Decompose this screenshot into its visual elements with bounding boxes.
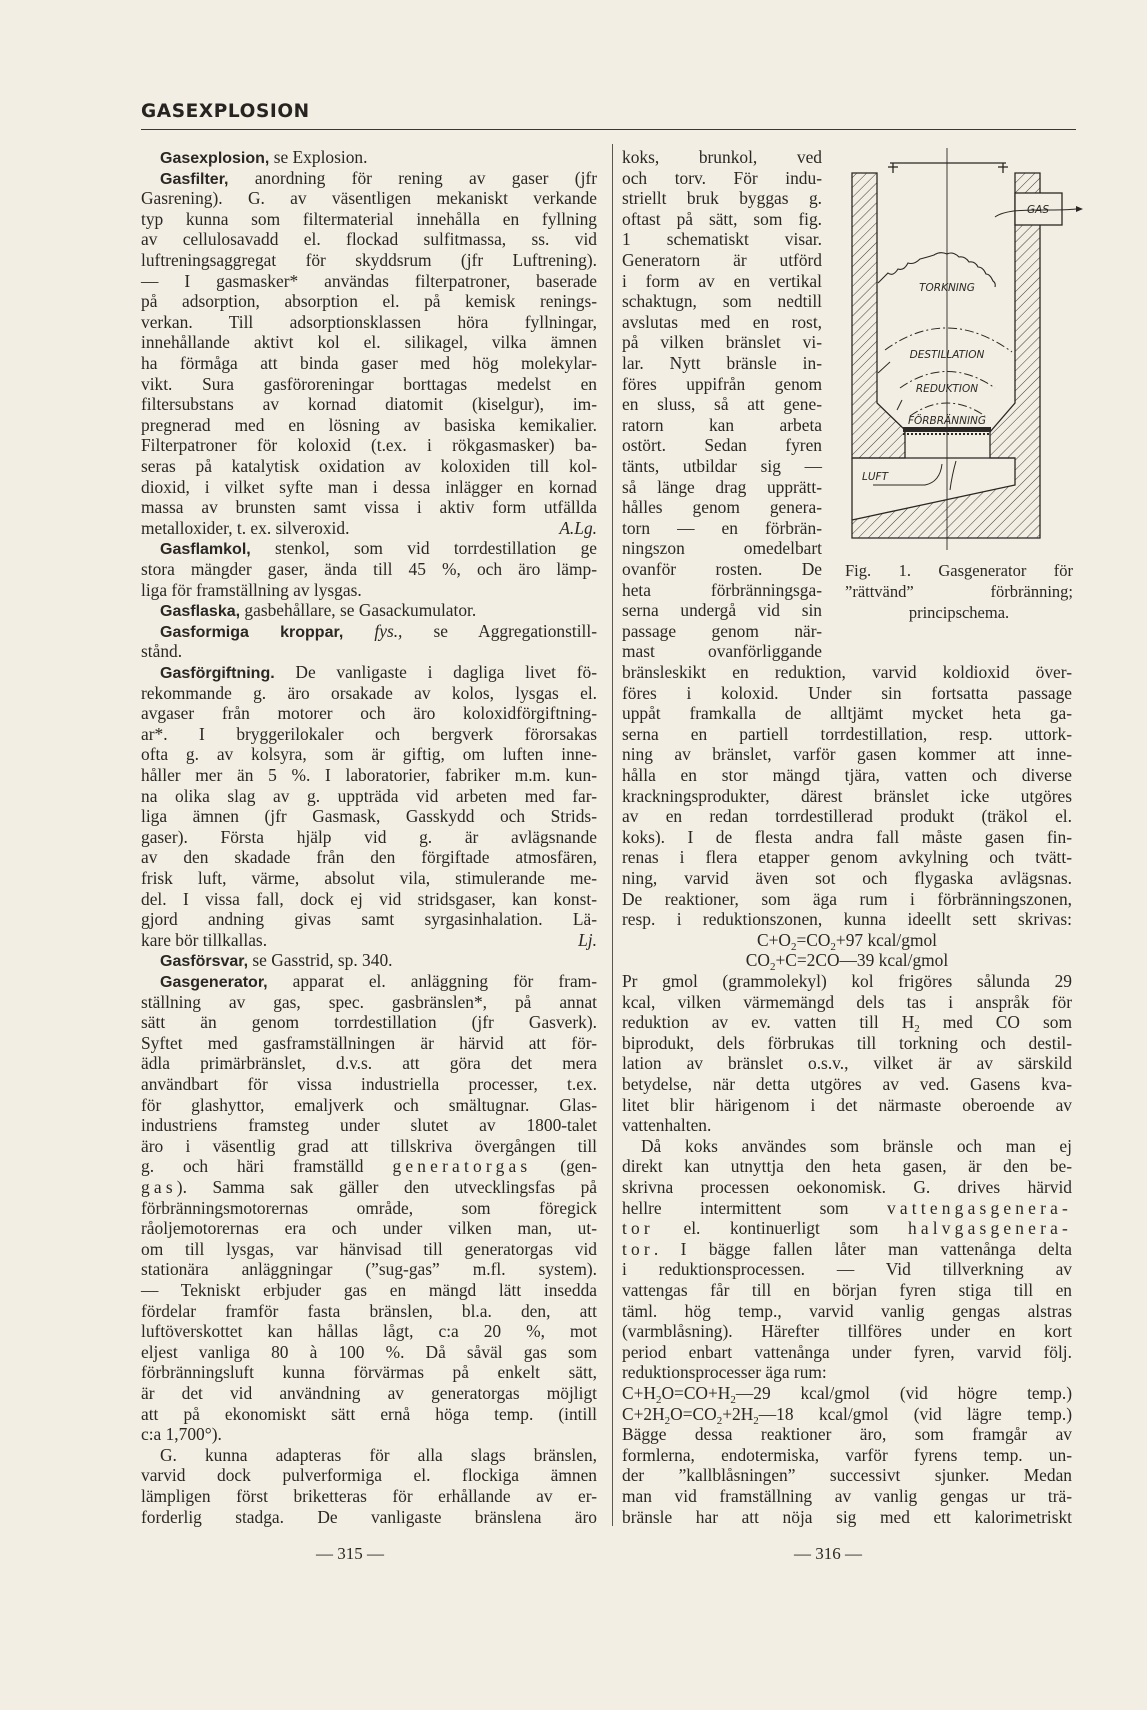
arrow-icon <box>1076 206 1083 212</box>
spaced-text: halvgasgenera- <box>907 1218 1072 1239</box>
spaced-text: generatorgas <box>392 1156 532 1177</box>
text-run: på vilken bränslet vi- <box>622 332 822 353</box>
text-line: serna en partiell torrdestillation, resp. uttork- <box>622 723 1072 744</box>
text-line: hålla en stor mängd tjära, vatten och diverse <box>622 765 1072 785</box>
text-run: med CO som <box>919 1012 1072 1033</box>
gas-generator-diagram <box>840 140 1090 560</box>
text-line: på adsorption, absorption el. på kemisk renings- <box>141 291 597 312</box>
text-line: der ”kallblåsningen” successivt sjunker. Medan <box>622 1465 1072 1486</box>
text-line <box>622 435 822 456</box>
text-run: 1 schematiskt visar. <box>622 229 822 250</box>
text-line: man vid framställning av vanlig gengas ur trä- <box>622 1486 1072 1506</box>
text-run: striellt bruk byggas g. <box>622 188 822 209</box>
text-run: CO <box>745 950 770 971</box>
text-run: stånd. <box>141 641 183 662</box>
text-line: är det vid användning av generatorgas möjligt <box>141 1383 597 1403</box>
text-line: eljest vanliga 80 à 100 %. Då såväl gas som <box>141 1341 597 1362</box>
spaced-text: gas <box>141 1177 177 1197</box>
text-line <box>622 600 822 621</box>
text-line: av en redan torrdestillerad produkt (träkol el. <box>622 806 1072 827</box>
text-line <box>622 332 822 353</box>
label-luft: LUFT <box>862 471 888 483</box>
subscript: 2 <box>716 1414 723 1427</box>
text-run: reduktionsprocesser äga rum: <box>622 1362 827 1383</box>
text-line <box>141 641 597 662</box>
text-line: om till lysgas, var hänvisad till generatorgas vid <box>141 1238 597 1259</box>
caption-line: Fig. 1. Gasgenerator för <box>845 561 1073 580</box>
label-forbranning: FÖRBRÄNNING <box>907 415 987 427</box>
text-line: förbränningsmotorernas område, som föregick <box>141 1197 597 1218</box>
text-line: ställning av gas, spec. gasbränslen*, på annat <box>141 991 597 1012</box>
text-run: ). Samma sak gäller den utvecklingsfas på <box>176 1177 597 1197</box>
text-line: resp. i reduktionszonen, kunna ideellt sett skrivas: <box>622 909 1072 930</box>
author-signature: Lj. <box>578 929 597 950</box>
text-run: stenkol, som vid torrdestillation ge <box>250 538 597 559</box>
text-line: ha förmåga att binda gaser med hög molekylar- <box>141 353 597 373</box>
text-line <box>141 600 597 621</box>
text-line <box>622 188 822 209</box>
text-line <box>141 518 597 539</box>
text-run: gasbehållare, se Gasackumulator. <box>240 600 477 621</box>
subscript: 2 <box>914 1023 920 1036</box>
text-line: håller mer än 5 %. I laboratorier, fabriker m.m. kun- <box>141 765 597 785</box>
text-run: se Aggregationstill- <box>402 620 597 641</box>
text-line: typ kunna som filtermaterial innehålla en fyllning <box>141 208 597 229</box>
text-line <box>622 168 822 189</box>
text-line <box>622 353 822 374</box>
text-line <box>141 580 597 601</box>
text-line <box>622 950 1072 974</box>
text-run: hellre intermittent som <box>622 1197 887 1218</box>
text-run: reduktion av ev. vatten till H <box>622 1012 915 1033</box>
text-line <box>622 1198 1072 1219</box>
text-line: lation av bränslet o.s.v., vilket är av särskild <box>622 1053 1072 1074</box>
text-run: . I bägge fallen låter man vattenånga delta <box>653 1238 1072 1259</box>
text-run: G. kunna adapteras för alla slags bränslen, <box>160 1444 597 1465</box>
text-line <box>622 1136 1072 1157</box>
text-run: C+H <box>622 1383 656 1403</box>
text-line: föres i koloxid. Under sin fortsatta passage <box>622 682 1072 703</box>
text-line: liga ämnen (jfr Gasmask, Gasskydd och Strids- <box>141 806 597 827</box>
text-run: g. och häri framställd <box>141 1156 393 1177</box>
entry-headword: Gasflamkol, <box>160 541 251 559</box>
text-line <box>141 950 597 971</box>
text-run: Då koks användes som bränsle och man ej <box>641 1135 1072 1156</box>
text-line <box>622 312 822 333</box>
text-run: koks, brunkol, ved <box>622 147 822 167</box>
text-line: period enbart vattenånga under fyren, varvid följ. <box>622 1341 1072 1362</box>
text-line: litet blir härigenom i det närmaste oberoende av <box>622 1094 1072 1115</box>
text-line <box>622 394 822 415</box>
text-line: luftreningsaggregat för skyddsrum (jfr Luftrening). <box>141 250 597 270</box>
text-run: De vanligaste i dagliga livet fö- <box>274 662 597 682</box>
text-run: O=CO <box>670 1403 717 1424</box>
text-line: fördelar framför fasta bränslen, bl.a. den, att <box>141 1300 597 1321</box>
text-line <box>141 930 597 951</box>
text-run: i form av en vertikal <box>622 270 822 291</box>
entry-headword: Gasförsvar, <box>160 953 249 971</box>
text-line: skrivna processen oekonomisk. G. drives härvid <box>622 1177 1072 1197</box>
text-line <box>622 930 1072 951</box>
text-line: seras på katalytisk oxidation av koloxiden till kol- <box>141 456 597 476</box>
italic-text: fys., <box>374 620 403 641</box>
text-line <box>622 580 822 601</box>
text-line: renas i flera etapper genom avkylning och tvätt- <box>622 847 1072 868</box>
text-line <box>622 621 822 642</box>
text-line: pregnerad med en lösning av basiska kemikalier. <box>141 414 597 435</box>
text-run: tänts, utbildar sig — <box>622 456 822 476</box>
subscript: 2 <box>830 940 836 953</box>
text-line: — I gasmasker* användas filterpatroner, baserade <box>141 270 597 291</box>
text-line <box>622 271 822 292</box>
text-run: hålles genom genera- <box>622 497 822 518</box>
text-line <box>622 1404 1072 1425</box>
spaced-text: vattengasgenera- <box>886 1197 1072 1218</box>
text-line <box>622 497 822 518</box>
subscript: 2 <box>664 1414 671 1427</box>
text-run: —29 kcal/gmol (vid högre temp.) <box>735 1383 1072 1403</box>
text-line: uppåt framkalla de alltjämt mycket heta ga- <box>622 703 1072 724</box>
text-line: biprodukt, dels förbrukas till torkning och destil- <box>622 1032 1072 1053</box>
text-line <box>622 147 822 168</box>
entry-headword: Gasgenerator, <box>160 974 268 991</box>
text-line: gaser). Första hjälp vid g. är avlägsnande <box>141 826 597 847</box>
text-run: +C=2CO—39 kcal/gmol <box>775 950 949 971</box>
text-line <box>141 1445 597 1466</box>
text-line: dioxid, i vilket syfte man i dessa inlägger en kornad <box>141 476 597 497</box>
text-line: massa av brunsten samt vissa i aktiv form utfällda <box>141 497 597 518</box>
entry-headword: Gasflaska, <box>160 603 241 621</box>
text-run: (gen- <box>531 1156 597 1177</box>
text-run: oftast på sätt, som fig. <box>622 208 822 229</box>
text-line: kcal, vilken värmemängd dels tas i anspråk för <box>622 991 1072 1012</box>
running-head: GASEXPLOSION <box>141 101 310 122</box>
entry-headword: Gasförgiftning. <box>160 665 275 682</box>
text-line: förbränningsluft kunna förvärmas på enkelt sätt, <box>141 1362 597 1383</box>
text-line: (varmblåsning). Härefter tillföres under en kort <box>622 1321 1072 1342</box>
text-run: se Explosion. <box>269 147 368 167</box>
text-line: ning av bränslet, varför gasen kommer att inne- <box>622 744 1072 765</box>
entry-headword: Gasformiga kroppar, <box>160 623 344 641</box>
text-line: stationära anläggningar (”sug-gas” m.fl. system). <box>141 1259 597 1280</box>
text-line: av cellulosavadd el. flockad sulfitmassa, ss. vid <box>141 229 597 250</box>
text-run: ningszon omedelbart <box>622 538 822 559</box>
text-line: na olika slag av g. uppträda vid arbeten med far- <box>141 785 597 806</box>
text-line: av den skadade från den förgiftade atmosfären, <box>141 847 597 868</box>
text-run: el. kontinuerligt som <box>653 1218 908 1239</box>
text-line: stora mängder gaser, ända till 45 %, och äro lämp- <box>141 559 597 579</box>
text-line <box>622 291 822 312</box>
text-line: — Tekniskt erbjuder gas en mängd lätt insedda <box>141 1280 597 1300</box>
text-line: varvid dock pulverformiga el. flockiga ämnen <box>141 1465 597 1486</box>
text-run: anordning för rening av gaser (jfr <box>228 167 597 188</box>
text-line <box>622 1012 1072 1036</box>
text-line: frisk luft, värme, absolut vila, stimulerande me- <box>141 868 597 888</box>
text-line: ar*. I bryggerilokaler och bergverk förorsakas <box>141 723 597 744</box>
text-line <box>622 374 822 395</box>
caption-line: ”rättvänd” förbränning; <box>845 582 1073 601</box>
subscript: 2 <box>730 1394 736 1406</box>
text-line: Bägge dessa reaktioner äro, som framgår av <box>622 1424 1072 1445</box>
text-run: C+2H <box>622 1403 665 1424</box>
subscript: 2 <box>769 961 776 974</box>
text-run: avslutas med en rost, <box>622 311 822 332</box>
text-run: c:a 1,700°). <box>141 1424 222 1445</box>
text-run: serna undergå vid sin <box>622 600 822 621</box>
text-run: +97 kcal/gmol <box>835 929 938 950</box>
text-run: lar. Nytt bränsle in- <box>622 353 822 373</box>
text-line: luftöverskottet kan hållas lågt, c:a 20 %, mot <box>141 1321 597 1342</box>
text-line: ofta g. av kolsyra, som är giftig, om luften inne- <box>141 744 597 765</box>
text-line <box>141 1177 597 1198</box>
text-line <box>622 229 822 250</box>
text-line: filtersubstans av kornad diatomit (kiselgur), im- <box>141 394 597 415</box>
text-run: kare bör tillkallas. <box>141 929 268 950</box>
text-run: liga för framställning av lysgas. <box>141 579 362 600</box>
text-run: +2H <box>722 1403 754 1424</box>
text-run: vattenhalten. <box>622 1115 712 1136</box>
text-line <box>141 147 597 168</box>
text-line <box>622 1383 1072 1404</box>
text-line: vattengas får till en början fyren stiga till en <box>622 1280 1072 1300</box>
text-line: ning, varvid även sot och flygaska avlägsnas. <box>622 868 1072 888</box>
text-line: för glashyttor, emaljverk och smältugnar. Glas- <box>141 1094 597 1115</box>
text-run: en sluss, så att gene- <box>622 394 822 415</box>
text-line <box>141 1156 597 1177</box>
spaced-text: tor <box>622 1238 654 1259</box>
text-line: Filterpatroner för koloxid (t.ex. i rökgasmasker) ba- <box>141 435 597 456</box>
text-line <box>622 1115 1072 1136</box>
text-line: avgaser från motorer och äro koloxidförgiftning- <box>141 703 597 724</box>
subscript: 2 <box>753 1414 759 1427</box>
text-run: ratorn kan arbeta <box>622 414 822 435</box>
text-line: äro i väsentlig grad att tillskriva övergången till <box>141 1135 597 1156</box>
text-line <box>622 456 822 477</box>
text-line <box>141 662 597 683</box>
text-run: schaktugn, som nedtill <box>622 291 822 312</box>
label-destillation: DESTILLATION <box>909 349 985 361</box>
label-torkning: TORKNING <box>919 282 975 294</box>
entry-headword: Gasexplosion, <box>160 150 270 167</box>
page-number-right: — 316 — <box>794 1544 862 1563</box>
text-line <box>622 1362 1072 1383</box>
text-line <box>141 538 597 559</box>
text-run: apparat el. anläggning för fram- <box>267 971 597 991</box>
spaced-text: tor <box>622 1218 654 1239</box>
text-line: sätt än genom torrdestillation (jfr Gasverk). <box>141 1012 597 1033</box>
text-line: forderlig stadga. De vanligaste bränslena äro <box>141 1506 597 1527</box>
author-signature: A.Lg. <box>559 517 597 538</box>
text-run: metalloxider, t. ex. silveroxid. <box>141 517 350 538</box>
text-run: heta förbränningsga- <box>622 579 822 600</box>
text-line: krackningsprodukter, därest bränslet icke utgöres <box>622 785 1072 806</box>
text-line: Gasrening). G. av väsentligen mekaniskt verkande <box>141 188 597 209</box>
text-run: så länge drag upprätt- <box>622 476 822 497</box>
text-line <box>622 538 822 559</box>
text-line: koks). I de flesta andra fall måste gasen fin- <box>622 826 1072 847</box>
subscript: 2 <box>655 1394 662 1406</box>
text-line: Pr gmol (grammolekyl) kol frigöres sålunda 29 <box>622 971 1072 991</box>
text-line: täml. hög temp., varvid vanlig gengas alstras <box>622 1300 1072 1321</box>
text-run: —18 kcal/gmol (vid lägre temp.) <box>758 1403 1072 1424</box>
text-line: innehållande aktivt kol el. silikagel, vilka ämnen <box>141 332 597 353</box>
text-line: lämpligen först briketteras för erhållande av er- <box>141 1486 597 1506</box>
text-line <box>622 641 822 662</box>
text-line: i reduktionsprocessen. — Vid tillverkning av <box>622 1259 1072 1280</box>
caption-line: principschema. <box>908 603 1010 622</box>
text-line <box>141 971 597 992</box>
text-line: formlerna, endotermiska, varför fyrens temp. un- <box>622 1444 1072 1465</box>
text-run: ostört. Sedan fyren <box>622 435 822 456</box>
label-gas: GAS <box>1027 204 1049 216</box>
left-wall <box>852 173 905 458</box>
text-line: rekommande g. äro orsakade av kolos, lysgas el. <box>141 682 597 703</box>
text-line <box>622 415 822 436</box>
text-line <box>141 1424 597 1445</box>
text-run: O=CO+H <box>661 1383 731 1403</box>
text-line: verkan. Till adsorptionsklassen höra fyllningar, <box>141 311 597 332</box>
page-number-left: — 315 — <box>316 1544 384 1563</box>
label-reduktion: REDUKTION <box>915 383 979 395</box>
text-line: att på ekonomiskt sätt ernå höga temp. (intill <box>141 1403 597 1424</box>
text-run: mast ovanförliggande <box>622 641 822 662</box>
text-line: Syftet med gasframställningen är härvid att för- <box>141 1032 597 1053</box>
entry-headword: Gasfilter, <box>160 170 229 188</box>
text-line: De reaktioner, som äga rum i förbränningszonen, <box>622 888 1072 909</box>
text-run: =CO <box>796 929 831 950</box>
text-line: del. I vissa fall, dock ej vid stridsgaser, kan konst- <box>141 888 597 909</box>
text-line <box>622 250 822 271</box>
text-line: vikt. Sura gasföroreningar borttagas medelst en <box>141 373 597 394</box>
text-run: C+O <box>756 929 791 950</box>
text-run: torn — en förbrän- <box>622 517 822 538</box>
text-line <box>622 559 822 580</box>
text-line: direkt kan utnyttja den heta gasen, är den be- <box>622 1156 1072 1177</box>
text-run: föres uppifrån genom <box>622 373 822 394</box>
gas-outlet-pipe <box>995 193 1083 225</box>
text-line: gjord andning givas samt syrgasinhalation. Lä- <box>141 909 597 930</box>
text-line: ädla primärbränslet, d.v.s. att göra det mera <box>141 1053 597 1074</box>
text-line: råoljemotorernas era och under vilken man, ut- <box>141 1218 597 1239</box>
figure-caption <box>845 560 1073 623</box>
text-line <box>622 518 822 539</box>
text-line <box>622 477 822 498</box>
subscript: 2 <box>790 940 797 953</box>
text-run <box>343 621 374 641</box>
text-line: användbart för vissa industriella processer, t.ex. <box>141 1074 597 1094</box>
text-line: bränsleskikt en reduktion, varvid koldioxid över- <box>622 662 1072 682</box>
text-line <box>622 209 822 230</box>
text-line <box>141 168 597 189</box>
text-line: bränsle har att nöja sig med ett kalorimetriskt <box>622 1506 1072 1527</box>
text-run: se Gasstrid, sp. 340. <box>248 950 393 971</box>
lid <box>888 163 1008 173</box>
text-run: Generatorn är utförd <box>622 250 822 270</box>
text-line: industriens framsteg under slutet av 1800-talet <box>141 1115 597 1136</box>
text-line <box>141 621 597 642</box>
text-run: och torv. För indu- <box>622 167 822 188</box>
header-rule <box>141 129 1076 130</box>
column-divider <box>612 144 613 1526</box>
text-run: ovanför rosten. De <box>622 559 822 579</box>
text-run: passage genom när- <box>622 620 822 641</box>
text-line <box>622 1218 1072 1239</box>
text-line: betydelse, när detta utgöres av ved. Gasens kva- <box>622 1074 1072 1094</box>
text-line <box>622 1239 1072 1260</box>
